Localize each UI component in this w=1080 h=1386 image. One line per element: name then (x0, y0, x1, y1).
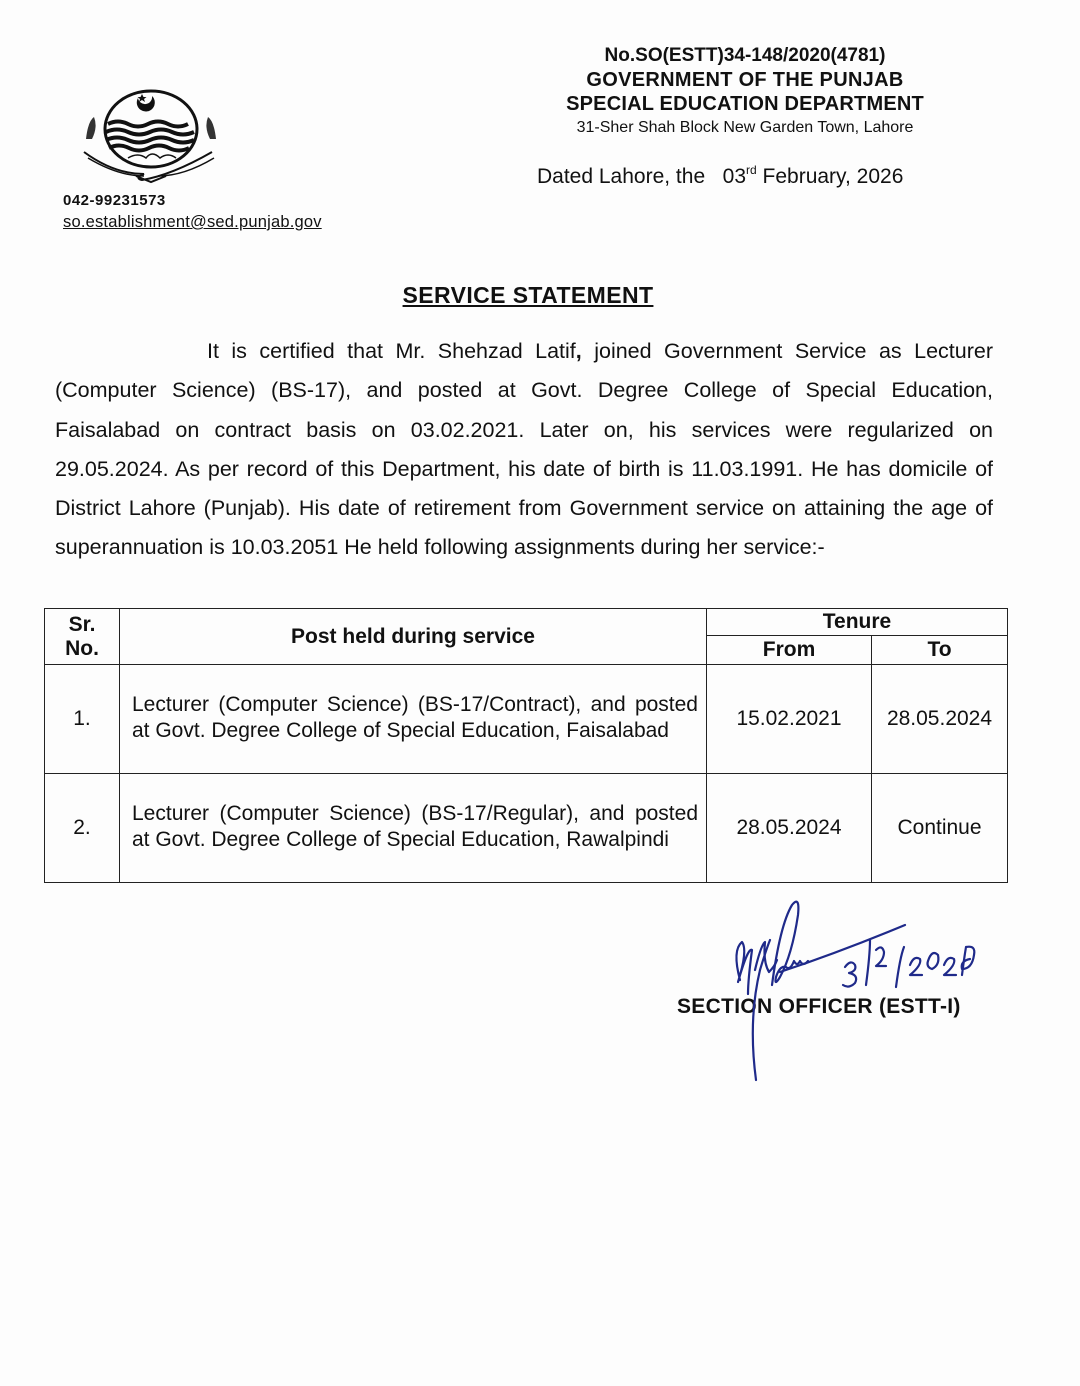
letterhead (520, 44, 970, 140)
department-name: SPECIAL EDUCATION DEPARTMENT (566, 93, 924, 115)
cell-to: Continue (872, 774, 1008, 883)
signatory-designation: SECTION OFFICER (ESTT-I) (677, 995, 961, 1018)
cell-sr: 1. (45, 665, 120, 774)
dated-day-suffix: rd (746, 163, 757, 177)
header-sr-no (45, 609, 120, 665)
phone-number: 042-99231573 (63, 192, 166, 209)
header-sr-line2: No. (65, 636, 99, 660)
cell-from: 15.02.2021 (707, 665, 872, 774)
header-tenure: Tenure (707, 609, 1008, 636)
paragraph-part-1: It is certified that Mr. Shehzad Latif (207, 339, 576, 363)
email-link[interactable]: so.establishment@sed.punjab.gov (63, 213, 322, 231)
table-header-row (45, 609, 1008, 636)
header-from: From (707, 636, 872, 665)
dated-prefix: Dated Lahore, the (537, 165, 706, 188)
header-sr-line1: Sr. (68, 612, 96, 636)
cell-to: 28.05.2024 (872, 665, 1008, 774)
reference-number: No.SO(ESTT)34-148/2020(4781) (604, 45, 886, 66)
header-post: Post held during service (120, 609, 707, 665)
paragraph-part-2: joined Government Service as Lecturer (Computer Science) (BS-17), and posted at Govt. Degree College of Special Education, Faisalabad on contract basis on 03.02.2021. Later on, his services were regularized on 29.05.2024. As per record of this Department, his date of birth is 11.03.1991. He has domicile of District Lahore (Punjab). His date of retirement from Government service on attaining the age of superannuation is 10.03.2051 He held following assignments during her service:- (55, 339, 994, 560)
government-of-punjab-emblem-icon (76, 84, 226, 189)
paragraph-bold-comma: , (575, 339, 582, 363)
government-name: GOVERNMENT OF THE PUNJAB (586, 69, 904, 91)
dated-rest: February, 2026 (762, 165, 904, 188)
assignments-table (44, 608, 1008, 883)
document-title: SERVICE STATEMENT (402, 282, 654, 308)
header-to: To (872, 636, 1008, 665)
table-row (45, 774, 1008, 883)
date-line (537, 163, 903, 189)
department-address: 31-Sher Shah Block New Garden Town, Lahore (576, 119, 914, 136)
cell-from: 28.05.2024 (707, 774, 872, 883)
dated-day: 03 (722, 165, 746, 188)
cell-post: Lecturer (Computer Science) (BS-17/Contract), and posted at Govt. Degree College of Special Education, Faisalabad (120, 665, 707, 774)
table-row (45, 665, 1008, 774)
certificate-paragraph (55, 332, 993, 568)
cell-post: Lecturer (Computer Science) (BS-17/Regular), and posted at Govt. Degree College of Special Education, Rawalpindi (120, 774, 707, 883)
handwritten-signature-icon (700, 895, 1020, 1085)
cell-sr: 2. (45, 774, 120, 883)
